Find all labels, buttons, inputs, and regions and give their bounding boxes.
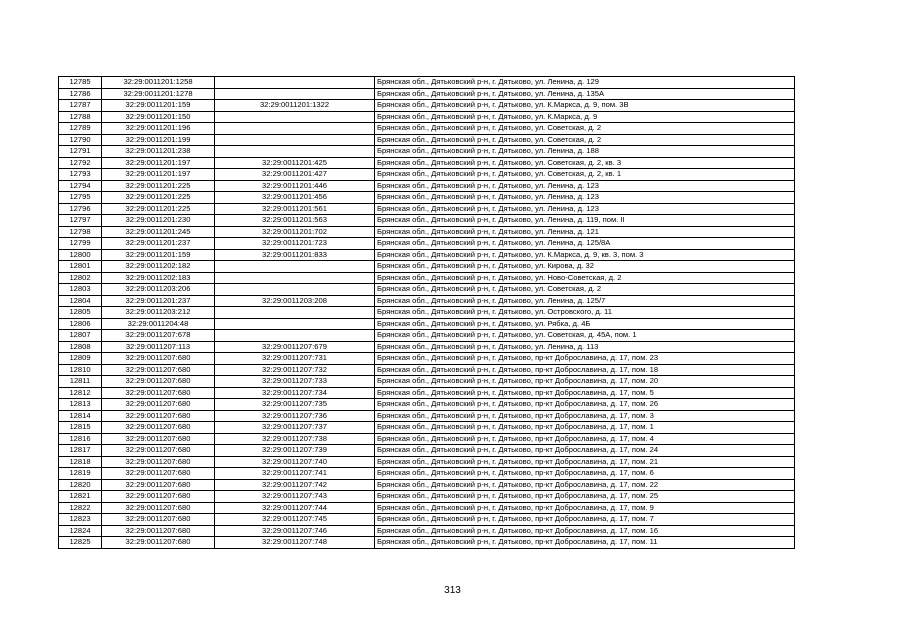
table-row <box>59 249 795 261</box>
address-cell: Брянская обл., Дятьковский р-н, г. Дятьково, ул. Ново-Советская, д. 2 <box>375 272 795 284</box>
table-row <box>59 410 795 422</box>
sub-cadastral-number-cell: 32:29:0011201:563 <box>215 215 375 227</box>
sub-cadastral-number-cell: 32:29:0011207:679 <box>215 341 375 353</box>
address-cell: Брянская обл., Дятьковский р-н, г. Дятьково, пр-кт Доброславина, д. 17, пом. 4 <box>375 433 795 445</box>
row-number-cell: 12785 <box>59 77 102 89</box>
table-row <box>59 123 795 135</box>
table-row <box>59 433 795 445</box>
address-cell: Брянская обл., Дятьковский р-н, г. Дятьково, пр-кт Доброславина, д. 17, пом. 9 <box>375 502 795 514</box>
cadastral-number-cell: 32:29:0011207:113 <box>102 341 215 353</box>
row-number-cell: 12806 <box>59 318 102 330</box>
cadastral-number-cell: 32:29:0011207:680 <box>102 479 215 491</box>
row-number-cell: 12786 <box>59 88 102 100</box>
sub-cadastral-number-cell: 32:29:0011207:733 <box>215 376 375 388</box>
row-number-cell: 12788 <box>59 111 102 123</box>
cadastral-number-cell: 32:29:0011207:680 <box>102 491 215 503</box>
sub-cadastral-number-cell: 32:29:0011207:742 <box>215 479 375 491</box>
table-row <box>59 330 795 342</box>
address-cell: Брянская обл., Дятьковский р-н, г. Дятьково, пр-кт Доброславина, д. 17, пом. 16 <box>375 525 795 537</box>
table-row <box>59 341 795 353</box>
row-number-cell: 12798 <box>59 226 102 238</box>
row-number-cell: 12795 <box>59 192 102 204</box>
row-number-cell: 12821 <box>59 491 102 503</box>
address-cell: Брянская обл., Дятьковский р-н, г. Дятьково, пр-кт Доброславина, д. 17, пом. 6 <box>375 468 795 480</box>
address-cell: Брянская обл., Дятьковский р-н, г. Дятьково, ул. Ленина, д. 123 <box>375 180 795 192</box>
row-number-cell: 12802 <box>59 272 102 284</box>
sub-cadastral-number-cell: 32:29:0011207:732 <box>215 364 375 376</box>
table-row <box>59 215 795 227</box>
cadastral-number-cell: 32:29:0011207:680 <box>102 514 215 526</box>
table-row <box>59 226 795 238</box>
address-cell: Брянская обл., Дятьковский р-н, г. Дятьково, ул. Советская, д. 2 <box>375 123 795 135</box>
sub-cadastral-number-cell <box>215 284 375 296</box>
cadastral-number-cell: 32:29:0011202:182 <box>102 261 215 273</box>
registry-table <box>58 76 795 549</box>
table-row <box>59 307 795 319</box>
table-row <box>59 238 795 250</box>
cadastral-number-cell: 32:29:0011201:197 <box>102 157 215 169</box>
sub-cadastral-number-cell: 32:29:0011201:723 <box>215 238 375 250</box>
cadastral-number-cell: 32:29:0011201:230 <box>102 215 215 227</box>
row-number-cell: 12799 <box>59 238 102 250</box>
address-cell: Брянская обл., Дятьковский р-н, г. Дятьково, ул. Ленина, д. 113 <box>375 341 795 353</box>
table-row <box>59 491 795 503</box>
row-number-cell: 12814 <box>59 410 102 422</box>
cadastral-number-cell: 32:29:0011201:199 <box>102 134 215 146</box>
table-row <box>59 146 795 158</box>
cadastral-number-cell: 32:29:0011201:225 <box>102 180 215 192</box>
row-number-cell: 12808 <box>59 341 102 353</box>
cadastral-number-cell: 32:29:0011207:680 <box>102 376 215 388</box>
cadastral-number-cell: 32:29:0011201:225 <box>102 203 215 215</box>
cadastral-number-cell: 32:29:0011201:1258 <box>102 77 215 89</box>
table-row <box>59 157 795 169</box>
sub-cadastral-number-cell: 32:29:0011207:741 <box>215 468 375 480</box>
address-cell: Брянская обл., Дятьковский р-н, г. Дятьково, ул. Ленина, д. 135А <box>375 88 795 100</box>
table-row <box>59 468 795 480</box>
table-row <box>59 502 795 514</box>
row-number-cell: 12797 <box>59 215 102 227</box>
cadastral-number-cell: 32:29:0011207:678 <box>102 330 215 342</box>
sub-cadastral-number-cell: 32:29:0011207:731 <box>215 353 375 365</box>
row-number-cell: 12823 <box>59 514 102 526</box>
address-cell: Брянская обл., Дятьковский р-н, г. Дятьково, ул. К.Маркса, д. 9, кв. 3, пом. 3 <box>375 249 795 261</box>
address-cell: Брянская обл., Дятьковский р-н, г. Дятьково, пр-кт Доброславина, д. 17, пом. 1 <box>375 422 795 434</box>
cadastral-number-cell: 32:29:0011201:225 <box>102 192 215 204</box>
address-cell: Брянская обл., Дятьковский р-н, г. Дятьково, ул. Ленина, д. 129 <box>375 77 795 89</box>
cadastral-number-cell: 32:29:0011203:206 <box>102 284 215 296</box>
table-row <box>59 88 795 100</box>
cadastral-number-cell: 32:29:0011201:196 <box>102 123 215 135</box>
row-number-cell: 12813 <box>59 399 102 411</box>
cadastral-number-cell: 32:29:0011201:159 <box>102 249 215 261</box>
registry-table-body <box>59 77 795 549</box>
sub-cadastral-number-cell <box>215 134 375 146</box>
row-number-cell: 12803 <box>59 284 102 296</box>
row-number-cell: 12811 <box>59 376 102 388</box>
row-number-cell: 12815 <box>59 422 102 434</box>
address-cell: Брянская обл., Дятьковский р-н, г. Дятьково, ул. Советская, д. 2 <box>375 284 795 296</box>
cadastral-number-cell: 32:29:0011201:238 <box>102 146 215 158</box>
address-cell: Брянская обл., Дятьковский р-н, г. Дятьково, ул. Ленина, д. 123 <box>375 203 795 215</box>
table-row <box>59 456 795 468</box>
sub-cadastral-number-cell <box>215 318 375 330</box>
cadastral-number-cell: 32:29:0011207:680 <box>102 353 215 365</box>
table-row <box>59 203 795 215</box>
address-cell: Брянская обл., Дятьковский р-н, г. Дятьково, ул. Советская, д. 45А, пом. 1 <box>375 330 795 342</box>
row-number-cell: 12804 <box>59 295 102 307</box>
row-number-cell: 12807 <box>59 330 102 342</box>
cadastral-number-cell: 32:29:0011207:680 <box>102 468 215 480</box>
sub-cadastral-number-cell: 32:29:0011207:739 <box>215 445 375 457</box>
address-cell: Брянская обл., Дятьковский р-н, г. Дятьково, ул. К.Маркса, д. 9 <box>375 111 795 123</box>
row-number-cell: 12791 <box>59 146 102 158</box>
cadastral-number-cell: 32:29:0011207:680 <box>102 364 215 376</box>
table-row <box>59 272 795 284</box>
sub-cadastral-number-cell: 32:29:0011207:748 <box>215 537 375 549</box>
sub-cadastral-number-cell: 32:29:0011207:745 <box>215 514 375 526</box>
sub-cadastral-number-cell: 32:29:0011207:738 <box>215 433 375 445</box>
cadastral-number-cell: 32:29:0011201:245 <box>102 226 215 238</box>
cadastral-number-cell: 32:29:0011201:197 <box>102 169 215 181</box>
table-row <box>59 514 795 526</box>
row-number-cell: 12817 <box>59 445 102 457</box>
table-row <box>59 422 795 434</box>
address-cell: Брянская обл., Дятьковский р-н, г. Дятьково, пр-кт Доброславина, д. 17, пом. 3 <box>375 410 795 422</box>
cadastral-number-cell: 32:29:0011207:680 <box>102 422 215 434</box>
row-number-cell: 12805 <box>59 307 102 319</box>
row-number-cell: 12810 <box>59 364 102 376</box>
sub-cadastral-number-cell: 32:29:0011207:743 <box>215 491 375 503</box>
address-cell: Брянская обл., Дятьковский р-н, г. Дятьково, пр-кт Доброславина, д. 17, пом. 11 <box>375 537 795 549</box>
sub-cadastral-number-cell <box>215 111 375 123</box>
sub-cadastral-number-cell: 32:29:0011201:1322 <box>215 100 375 112</box>
sub-cadastral-number-cell <box>215 146 375 158</box>
table-row <box>59 295 795 307</box>
cadastral-number-cell: 32:29:0011201:1278 <box>102 88 215 100</box>
row-number-cell: 12820 <box>59 479 102 491</box>
address-cell: Брянская обл., Дятьковский р-н, г. Дятьково, пр-кт Доброславина, д. 17, пом. 22 <box>375 479 795 491</box>
row-number-cell: 12789 <box>59 123 102 135</box>
cadastral-number-cell: 32:29:0011207:680 <box>102 433 215 445</box>
row-number-cell: 12824 <box>59 525 102 537</box>
cadastral-number-cell: 32:29:0011207:680 <box>102 445 215 457</box>
address-cell: Брянская обл., Дятьковский р-н, г. Дятьково, пр-кт Доброславина, д. 17, пом. 20 <box>375 376 795 388</box>
table-row <box>59 100 795 112</box>
cadastral-number-cell: 32:29:0011201:159 <box>102 100 215 112</box>
sub-cadastral-number-cell: 32:29:0011207:734 <box>215 387 375 399</box>
address-cell: Брянская обл., Дятьковский р-н, г. Дятьково, ул. Советская, д. 2, кв. 3 <box>375 157 795 169</box>
address-cell: Брянская обл., Дятьковский р-н, г. Дятьково, пр-кт Доброславина, д. 17, пом. 5 <box>375 387 795 399</box>
sub-cadastral-number-cell: 32:29:0011207:740 <box>215 456 375 468</box>
cadastral-number-cell: 32:29:0011201:150 <box>102 111 215 123</box>
address-cell: Брянская обл., Дятьковский р-н, г. Дятьково, ул. Ленина, д. 119, пом. II <box>375 215 795 227</box>
table-row <box>59 180 795 192</box>
sub-cadastral-number-cell: 32:29:0011201:702 <box>215 226 375 238</box>
sub-cadastral-number-cell: 32:29:0011203:208 <box>215 295 375 307</box>
cadastral-number-cell: 32:29:0011202:183 <box>102 272 215 284</box>
row-number-cell: 12819 <box>59 468 102 480</box>
cadastral-number-cell: 32:29:0011207:680 <box>102 525 215 537</box>
table-row <box>59 169 795 181</box>
sub-cadastral-number-cell <box>215 77 375 89</box>
row-number-cell: 12818 <box>59 456 102 468</box>
table-row <box>59 318 795 330</box>
table-row <box>59 192 795 204</box>
cadastral-number-cell: 32:29:0011207:680 <box>102 399 215 411</box>
table-row <box>59 479 795 491</box>
table-row <box>59 284 795 296</box>
sub-cadastral-number-cell: 32:29:0011207:744 <box>215 502 375 514</box>
sub-cadastral-number-cell: 32:29:0011201:561 <box>215 203 375 215</box>
sub-cadastral-number-cell: 32:29:0011201:446 <box>215 180 375 192</box>
row-number-cell: 12825 <box>59 537 102 549</box>
sub-cadastral-number-cell: 32:29:0011201:456 <box>215 192 375 204</box>
cadastral-number-cell: 32:29:0011207:680 <box>102 502 215 514</box>
address-cell: Брянская обл., Дятьковский р-н, г. Дятьково, ул. Советская, д. 2, кв. 1 <box>375 169 795 181</box>
sub-cadastral-number-cell: 32:29:0011207:737 <box>215 422 375 434</box>
sub-cadastral-number-cell: 32:29:0011201:425 <box>215 157 375 169</box>
sub-cadastral-number-cell <box>215 88 375 100</box>
table-row <box>59 399 795 411</box>
address-cell: Брянская обл., Дятьковский р-н, г. Дятьково, ул. Островского, д. 11 <box>375 307 795 319</box>
table-row <box>59 537 795 549</box>
row-number-cell: 12822 <box>59 502 102 514</box>
cadastral-number-cell: 32:29:0011207:680 <box>102 387 215 399</box>
table-row <box>59 353 795 365</box>
row-number-cell: 12809 <box>59 353 102 365</box>
row-number-cell: 12794 <box>59 180 102 192</box>
address-cell: Брянская обл., Дятьковский р-н, г. Дятьково, ул. Ленина, д. 123 <box>375 192 795 204</box>
address-cell: Брянская обл., Дятьковский р-н, г. Дятьково, ул. Ленина, д. 125/7 <box>375 295 795 307</box>
cadastral-number-cell: 32:29:0011207:680 <box>102 456 215 468</box>
row-number-cell: 12796 <box>59 203 102 215</box>
address-cell: Брянская обл., Дятьковский р-н, г. Дятьково, ул. Кирова, д. 32 <box>375 261 795 273</box>
table-row <box>59 445 795 457</box>
sub-cadastral-number-cell <box>215 261 375 273</box>
address-cell: Брянская обл., Дятьковский р-н, г. Дятьково, ул. Советская, д. 2 <box>375 134 795 146</box>
table-row <box>59 364 795 376</box>
address-cell: Брянская обл., Дятьковский р-н, г. Дятьково, пр-кт Доброславина, д. 17, пом. 24 <box>375 445 795 457</box>
address-cell: Брянская обл., Дятьковский р-н, г. Дятьково, пр-кт Доброславина, д. 17, пом. 7 <box>375 514 795 526</box>
row-number-cell: 12792 <box>59 157 102 169</box>
row-number-cell: 12793 <box>59 169 102 181</box>
address-cell: Брянская обл., Дятьковский р-н, г. Дятьково, пр-кт Доброславина, д. 17, пом. 26 <box>375 399 795 411</box>
address-cell: Брянская обл., Дятьковский р-н, г. Дятьково, пр-кт Доброславина, д. 17, пом. 18 <box>375 364 795 376</box>
sub-cadastral-number-cell: 32:29:0011201:427 <box>215 169 375 181</box>
table-row <box>59 387 795 399</box>
row-number-cell: 12790 <box>59 134 102 146</box>
sub-cadastral-number-cell <box>215 123 375 135</box>
table-row <box>59 134 795 146</box>
sub-cadastral-number-cell <box>215 272 375 284</box>
table-row <box>59 111 795 123</box>
table-row <box>59 525 795 537</box>
sub-cadastral-number-cell: 32:29:0011207:735 <box>215 399 375 411</box>
cadastral-number-cell: 32:29:0011203:212 <box>102 307 215 319</box>
sub-cadastral-number-cell: 32:29:0011207:736 <box>215 410 375 422</box>
cadastral-number-cell: 32:29:0011201:237 <box>102 238 215 250</box>
cadastral-number-cell: 32:29:0011207:680 <box>102 410 215 422</box>
cadastral-number-cell: 32:29:0011207:680 <box>102 537 215 549</box>
table-row <box>59 261 795 273</box>
address-cell: Брянская обл., Дятьковский р-н, г. Дятьково, ул. К.Маркса, д. 9, пом. 3В <box>375 100 795 112</box>
address-cell: Брянская обл., Дятьковский р-н, г. Дятьково, ул. Ленина, д. 121 <box>375 226 795 238</box>
page-number: 313 <box>444 585 461 596</box>
sub-cadastral-number-cell: 32:29:0011207:746 <box>215 525 375 537</box>
table-row <box>59 77 795 89</box>
row-number-cell: 12816 <box>59 433 102 445</box>
row-number-cell: 12787 <box>59 100 102 112</box>
address-cell: Брянская обл., Дятьковский р-н, г. Дятьково, ул. Рябка, д. 4Б <box>375 318 795 330</box>
address-cell: Брянская обл., Дятьковский р-н, г. Дятьково, пр-кт Доброславина, д. 17, пом. 25 <box>375 491 795 503</box>
cadastral-number-cell: 32:29:0011201:237 <box>102 295 215 307</box>
row-number-cell: 12801 <box>59 261 102 273</box>
sub-cadastral-number-cell <box>215 330 375 342</box>
sub-cadastral-number-cell: 32:29:0011201:833 <box>215 249 375 261</box>
address-cell: Брянская обл., Дятьковский р-н, г. Дятьково, пр-кт Доброславина, д. 17, пом. 23 <box>375 353 795 365</box>
address-cell: Брянская обл., Дятьковский р-н, г. Дятьково, ул. Ленина, д. 125/8А <box>375 238 795 250</box>
row-number-cell: 12800 <box>59 249 102 261</box>
row-number-cell: 12812 <box>59 387 102 399</box>
cadastral-number-cell: 32:29:0011204:48 <box>102 318 215 330</box>
address-cell: Брянская обл., Дятьковский р-н, г. Дятьково, пр-кт Доброславина, д. 17, пом. 21 <box>375 456 795 468</box>
sub-cadastral-number-cell <box>215 307 375 319</box>
address-cell: Брянская обл., Дятьковский р-н, г. Дятьково, ул. Ленина, д. 188 <box>375 146 795 158</box>
table-row <box>59 376 795 388</box>
